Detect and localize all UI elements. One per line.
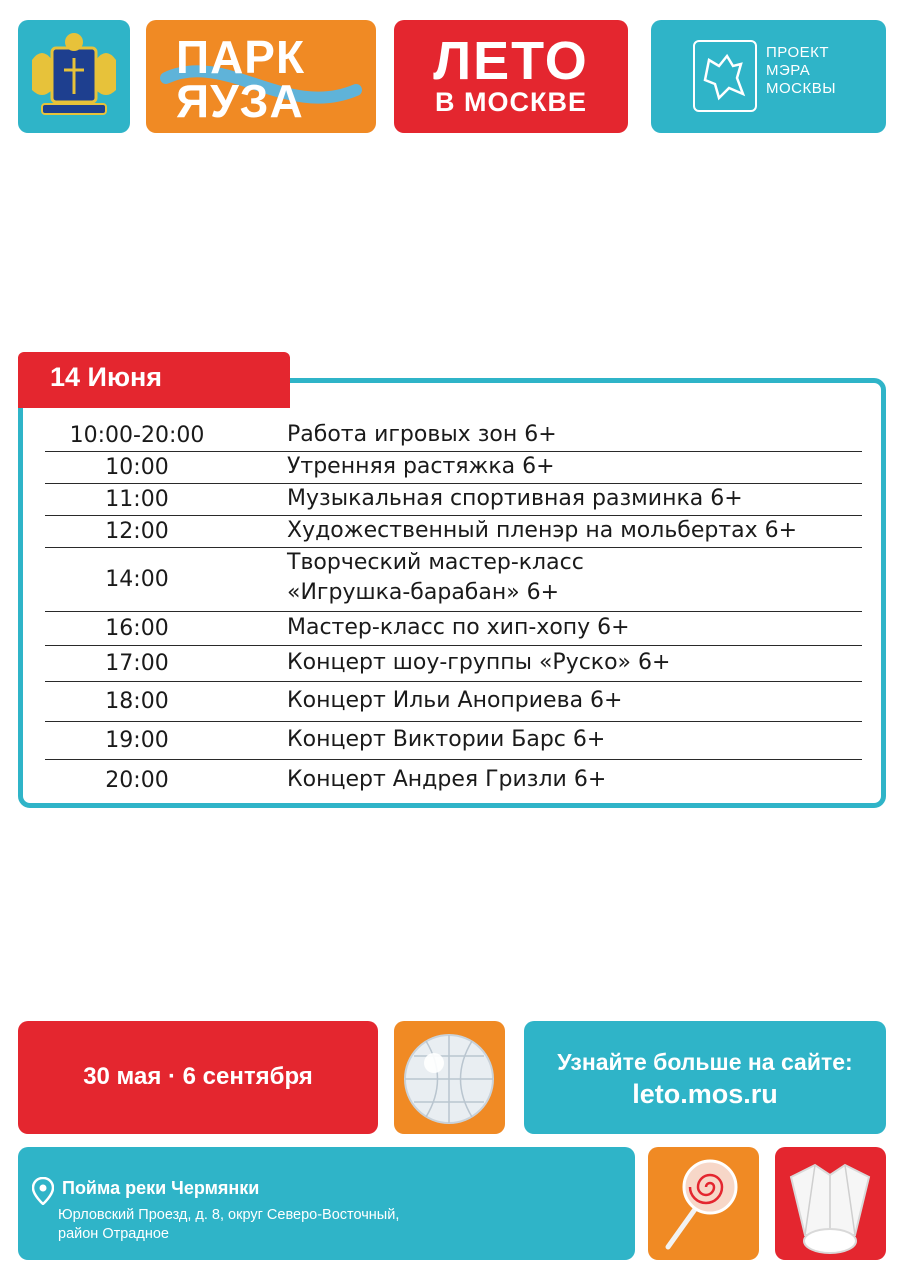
table-row — [45, 611, 862, 646]
table-row — [45, 681, 862, 722]
mayor-project-text — [766, 44, 836, 98]
leto-logo-subtitle: В МОСКВЕ — [435, 87, 587, 117]
table-row — [45, 759, 862, 799]
row-event: Музыкальная спортивная разминка 6+ — [287, 486, 743, 511]
coat-of-arms-icon — [18, 20, 130, 133]
location-pin-icon — [32, 1177, 54, 1205]
row-time: 17:00 — [105, 651, 169, 676]
location-name: Пойма реки Чермянки — [62, 1178, 260, 1198]
table-row — [45, 483, 862, 516]
row-event: Концерт Ильи Аноприева 6+ — [287, 688, 623, 713]
row-event: Концерт Андрея Гризли 6+ — [287, 767, 607, 792]
row-time: 18:00 — [105, 689, 169, 714]
table-row — [45, 721, 862, 760]
row-event: Концерт Виктории Барс 6+ — [287, 727, 606, 752]
mayor-line2: МЭРА — [766, 62, 811, 79]
shuttlecock-tile — [775, 1147, 886, 1260]
website-tile[interactable] — [524, 1021, 886, 1134]
website-link[interactable]: leto.mos.ru — [632, 1079, 778, 1109]
park-logo-line2: ЯУЗА — [176, 75, 304, 127]
row-event: Художественный пленэр на мольбертах 6+ — [287, 518, 798, 543]
row-event: Утренняя растяжка 6+ — [287, 454, 555, 479]
row-event-line2: «Игрушка-барабан» 6+ — [287, 580, 560, 605]
row-event: Концерт шоу-группы «Руско» 6+ — [287, 650, 671, 675]
disco-ball-icon — [394, 1021, 505, 1134]
table-row — [45, 515, 862, 548]
park-yauza-logo-tile — [146, 20, 376, 133]
row-time: 10:00 — [105, 455, 169, 480]
district-emblem-tile — [18, 20, 130, 133]
park-logo-line1: ПАРК — [176, 31, 306, 83]
shuttlecock-icon — [775, 1147, 886, 1260]
schedule-table — [18, 378, 886, 808]
season-dates: 30 мая · 6 сентября — [83, 1063, 313, 1090]
row-event: Работа игровых зон 6+ — [287, 422, 557, 447]
schedule-date: 14 Июня — [50, 362, 163, 392]
row-time: 14:00 — [105, 567, 169, 592]
address-line1: Юрловский Проезд, д. 8, округ Северо-Восточный, — [58, 1207, 400, 1223]
moscow-coat-icon — [693, 40, 757, 112]
mayor-line3: МОСКВЫ — [766, 80, 837, 97]
season-dates-tile — [18, 1021, 378, 1134]
row-time: 16:00 — [105, 616, 169, 641]
location-tile — [18, 1147, 635, 1260]
disco-ball-tile — [394, 1021, 505, 1134]
website-prompt: Узнайте больше на сайте: — [557, 1049, 853, 1075]
table-row — [45, 547, 862, 612]
mayor-line1: ПРОЕКТ — [766, 44, 830, 61]
leto-logo-title: ЛЕТО — [433, 31, 589, 91]
location-address — [58, 1206, 399, 1244]
row-time: 11:00 — [105, 487, 169, 512]
lollipop-icon — [648, 1147, 759, 1260]
leto-v-moskve-logo-tile — [394, 20, 628, 133]
row-event: Мастер-класс по хип-хопу 6+ — [287, 615, 630, 640]
table-row — [45, 451, 862, 484]
row-time: 12:00 — [105, 519, 169, 544]
mayor-project-tile — [651, 20, 886, 133]
row-time: 10:00-20:00 — [69, 423, 205, 448]
row-time: 20:00 — [105, 768, 169, 793]
table-row — [45, 645, 862, 682]
lollipop-tile — [648, 1147, 759, 1260]
row-event-line1: Творческий мастер-класс — [287, 550, 584, 575]
address-line2: район Отрадное — [58, 1226, 169, 1242]
row-time: 19:00 — [105, 728, 169, 753]
date-tab — [18, 352, 290, 408]
table-row — [45, 419, 862, 452]
